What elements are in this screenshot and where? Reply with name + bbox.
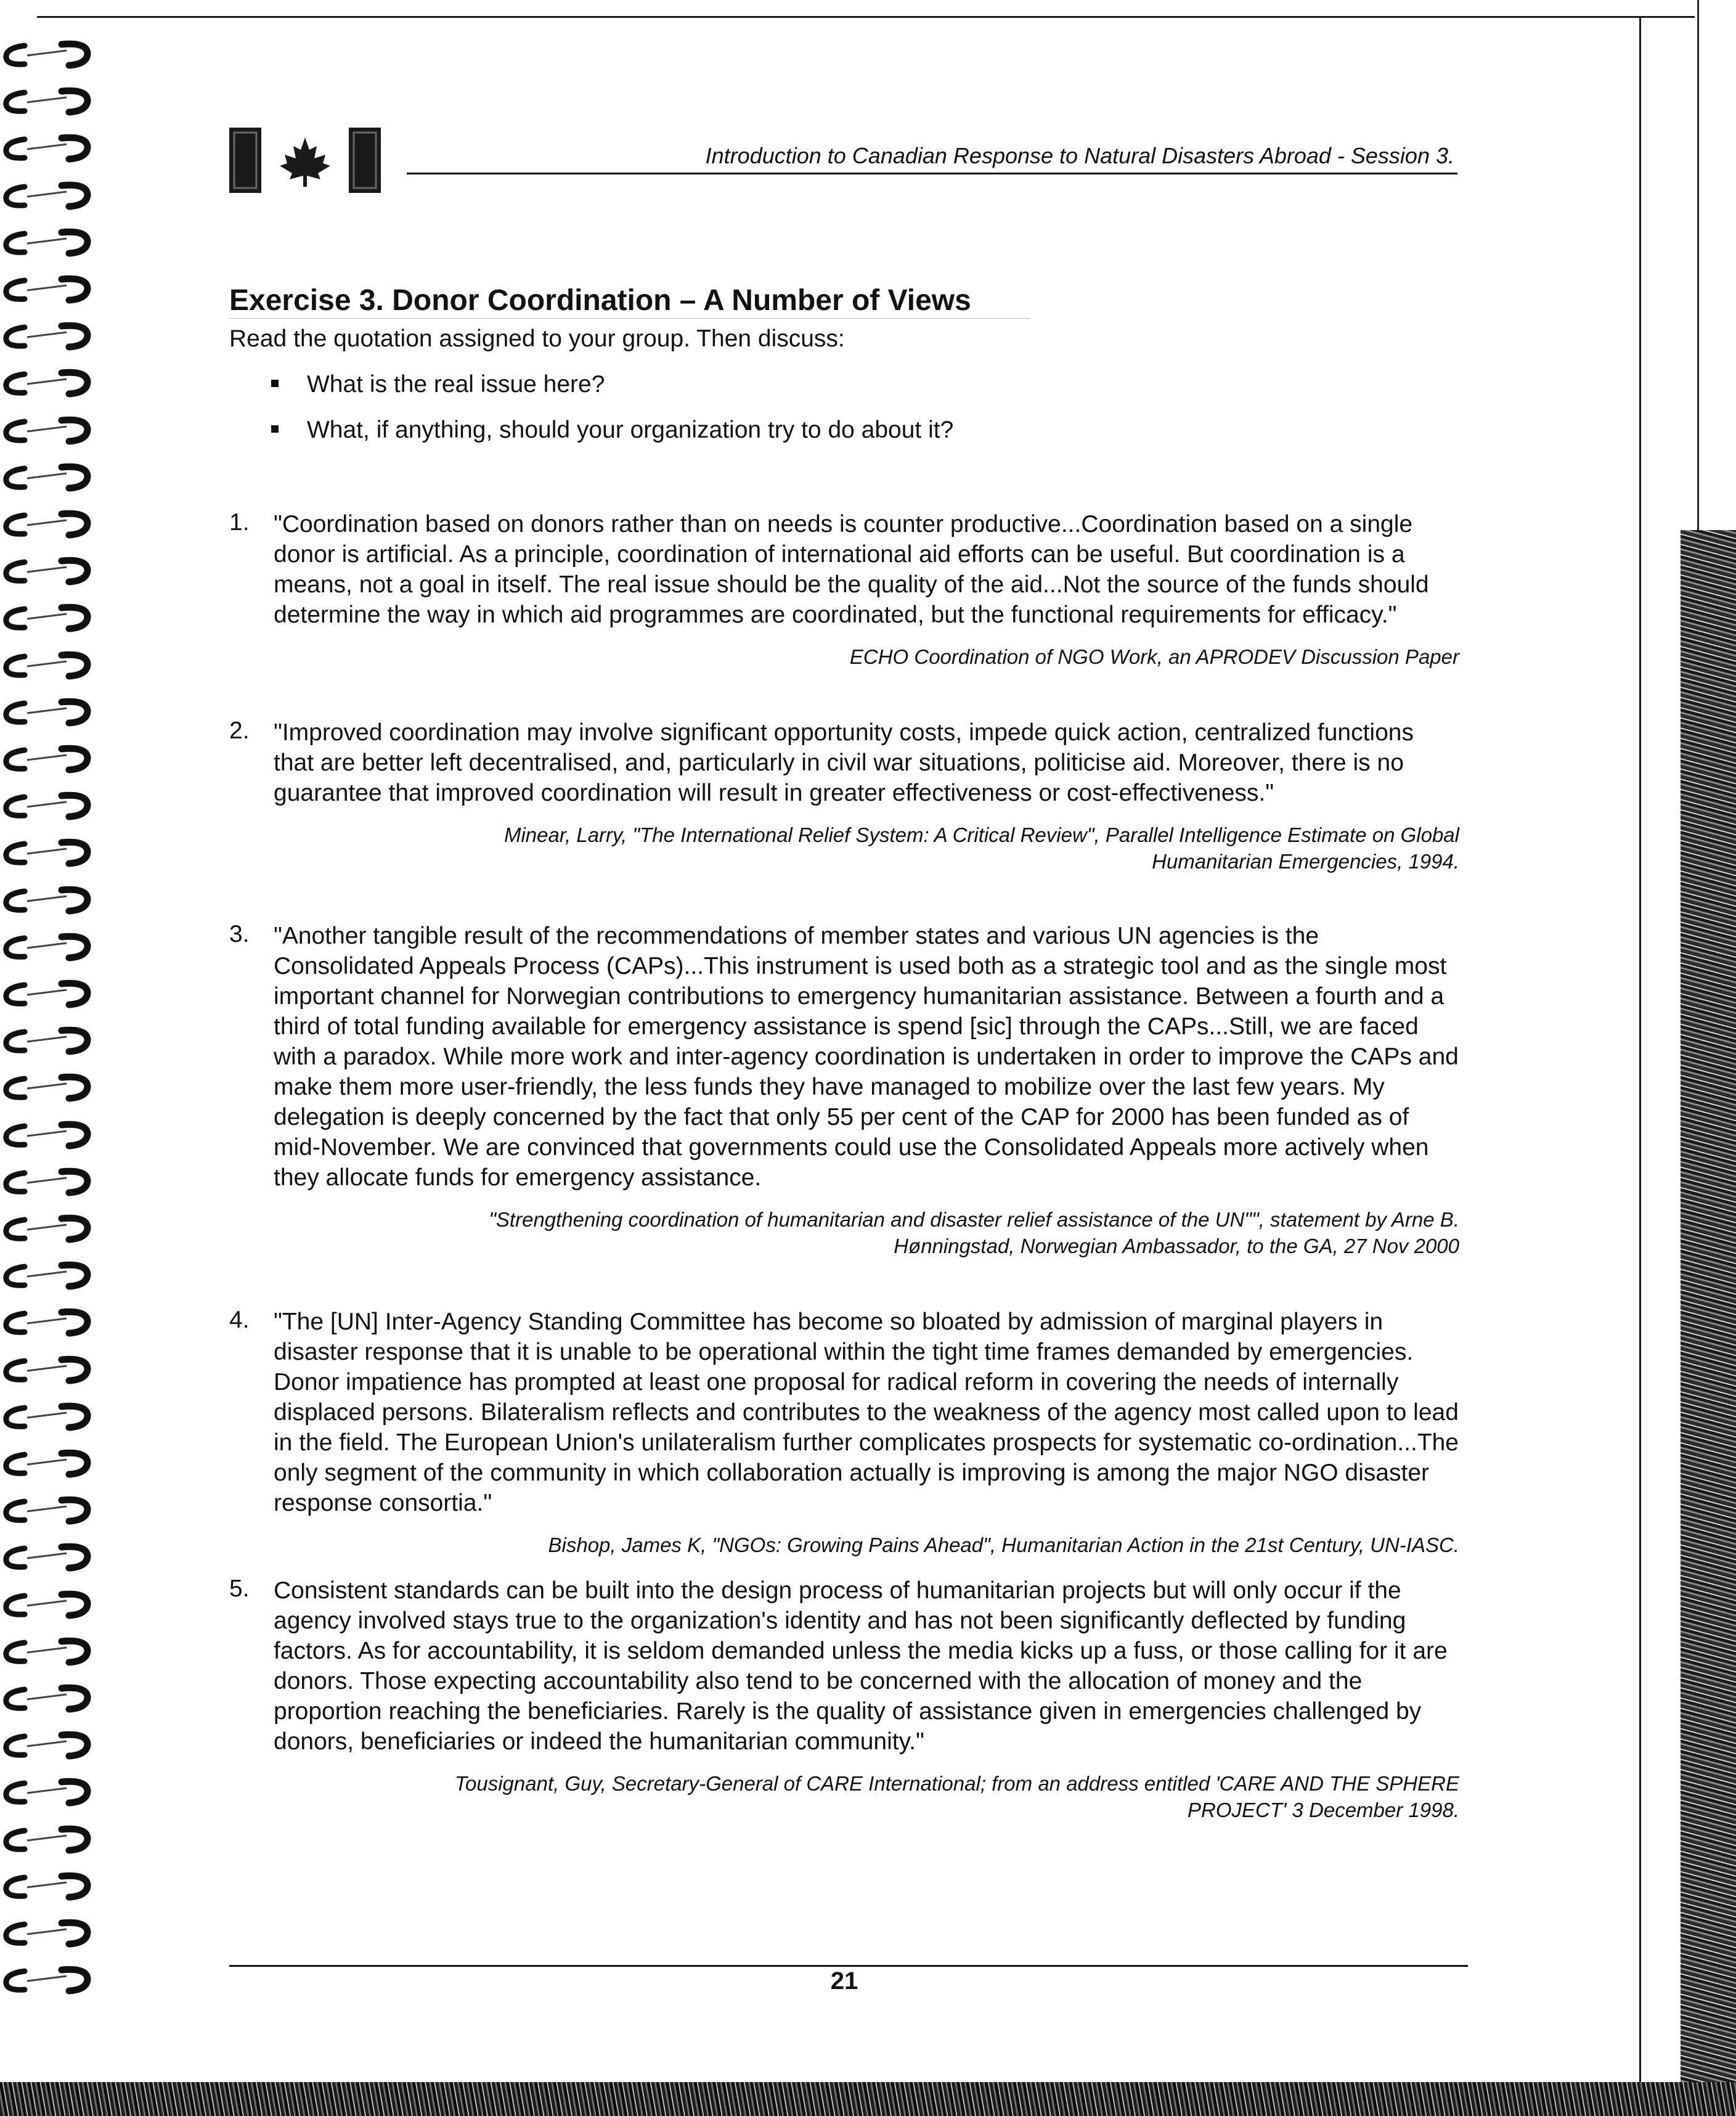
binding-ring-icon [0, 554, 99, 588]
binding-ring-icon [0, 37, 99, 71]
binding-ring-icon [0, 413, 99, 447]
binding-ring-icon [0, 648, 99, 682]
item-number: 4. [229, 1307, 250, 1333]
item-number: 5. [229, 1575, 250, 1602]
quotation-item [229, 921, 1459, 1259]
scan-background [0, 2082, 1736, 2116]
binding-ring-icon [0, 366, 99, 400]
binding-ring-icon [0, 1822, 99, 1857]
binding-ring-icon [0, 1399, 99, 1434]
scan-background [1697, 0, 1736, 530]
binding-ring-icon [0, 1211, 99, 1246]
exercise-intro: Read the quotation assigned to your group. Then discuss: [229, 325, 845, 352]
divider [229, 318, 1030, 319]
list-item [271, 417, 953, 444]
list-item [271, 371, 605, 398]
binding-ring-icon [0, 460, 99, 494]
source-line: Hønningstad, Norwegian Ambassador, to the GA, 27 Nov 2000 [894, 1235, 1459, 1257]
binding-ring-icon [0, 1869, 99, 1903]
binding-ring-icon [0, 741, 99, 776]
quotation-source [274, 1206, 1459, 1259]
source-line: PROJECT' 3 December 1998. [1188, 1799, 1459, 1821]
bullet-text: What, if anything, should your organization try to do about it? [307, 417, 954, 443]
quotation-text: "The [UN] Inter-Agency Standing Committee has become so bloated by admission of marginal players in disaster response that it is unable to be operational within the tight time frames demanded by emergencies. Donor impatience has prompted at least one proposal for radical reform in covering the needs of internally displaced persons. Bilateralism reflects and contributes to the weakness of the agency most called upon to lead in the field. The European Union's unilateralism further complicates prospects for systematic co-ordination...The only segment of the community in which collaboration actually is improving is among the major NGO disaster response consortia." [274, 1309, 1459, 1516]
binding-ring-icon [0, 1023, 99, 1058]
binding-ring-icon [0, 1681, 99, 1715]
quotation-source [274, 1532, 1459, 1558]
header-rule [407, 173, 1457, 174]
quotation-source [274, 822, 1459, 875]
binding-ring-icon [0, 507, 99, 541]
page-number: 21 [830, 1967, 858, 1995]
header-title: Introduction to Canadian Response to Natural Disasters Abroad - Session 3. [705, 143, 1454, 168]
source-line: Bishop, James K, "NGOs: Growing Pains Ahead", Humanitarian Action in the 21st Century, UN-IASC. [548, 1534, 1459, 1556]
footer-rule [229, 1965, 1468, 1967]
binding-ring-icon [0, 695, 99, 729]
binding-ring-icon [0, 883, 99, 917]
quotation-item [229, 1307, 1459, 1558]
item-number: 3. [229, 921, 250, 947]
binding-ring-icon [0, 1634, 99, 1669]
binding-ring-icon [0, 319, 99, 353]
binding-ring-icon [0, 131, 99, 165]
quotation-text: "Improved coordination may involve significant opportunity costs, impede quick action, centralized functions that are better left decentralised, and, particularly in civil war situations, politicise aid. Moreover, there is no guarantee that improved coordination will result in greater effectiveness or cost-effectiveness." [274, 719, 1414, 806]
quotation-text: "Coordination based on donors rather than on needs is counter productive...Coordination based on a single donor is artificial. As a principle, coordination of international aid efforts can be useful. But coordination is a means, not a goal in itself. The real issue should be the quality of the aid...Not the source of the funds should determine the way in which aid programmes are coordinated, but the functional requirements for efficacy." [274, 511, 1429, 628]
source-line: Minear, Larry, "The International Relief System: A Critical Review", Parallel Intelligence Estimate on Global [503, 823, 1459, 846]
binding-ring-icon [0, 225, 99, 259]
quotation-item [229, 717, 1459, 875]
bullet-icon [271, 380, 279, 387]
binding-ring-icon [0, 929, 99, 964]
bullet-text: What is the real issue here? [307, 371, 605, 398]
binding-ring-icon [0, 1916, 99, 1950]
item-number: 2. [229, 717, 250, 744]
source-line: "Strengthening coordination of humanitarian and disaster relief assistance of the UN"", statement by Arne B. [489, 1208, 1459, 1231]
exercise-title: Exercise 3. Donor Coordination – A Number of Views [229, 284, 971, 317]
source-line: Tousignant, Guy, Secretary-General of CARE International; from an address entitled 'CARE AND THE SPHERE [454, 1772, 1459, 1795]
quotation-item [229, 509, 1459, 670]
binding-ring-icon [0, 84, 99, 118]
binding-ring-icon [0, 1164, 99, 1199]
spiral-binding-icon [0, 37, 99, 2083]
binding-ring-icon [0, 272, 99, 306]
binding-ring-icon [0, 788, 99, 823]
binding-ring-icon [0, 1305, 99, 1339]
binding-ring-icon [0, 1540, 99, 1574]
binding-ring-icon [0, 178, 99, 213]
binding-ring-icon [0, 1446, 99, 1481]
binding-ring-icon [0, 1775, 99, 1809]
binding-ring-icon [0, 1352, 99, 1387]
binding-ring-icon [0, 835, 99, 870]
canada-flag-icon [228, 126, 382, 194]
source-line: ECHO Coordination of NGO Work, an APRODEV Discussion Paper [849, 645, 1459, 668]
binding-ring-icon [0, 976, 99, 1011]
quotation-source [274, 1770, 1459, 1823]
quotation-item [229, 1575, 1459, 1823]
quotation-source [274, 643, 1459, 670]
binding-ring-icon [0, 600, 99, 635]
quotation-text: "Another tangible result of the recommendations of member states and various UN agencies is the Consolidated Appeals Process (CAPs)...This instrument is used both as a strategic tool and as the single most important channel for Norwegian contributions to emergency humanitarian assistance. Between a fourth and a third of total funding available for emergency assistance is spend [sic] through the CAPs...Still, we are faced with a paradox. While more work and inter-agency coordination is undertaken in order to improve the CAPs and make them more user-friendly, the less funds they have managed to mobilize over the last few years. My delegation is deeply concerned by the fact that only 55 per cent of the CAP for 2000 has been funded as of mid-November. We are convinced that governments could use the Consolidated Appeals more actively when they allocate funds for emergency assistance. [274, 923, 1459, 1191]
binding-ring-icon [0, 1728, 99, 1762]
binding-ring-icon [0, 1070, 99, 1105]
page-edge [1639, 16, 1641, 2082]
bullet-icon [271, 425, 279, 433]
binding-ring-icon [0, 1587, 99, 1622]
binding-ring-icon [0, 1493, 99, 1527]
source-line: Humanitarian Emergencies, 1994. [1152, 850, 1459, 873]
binding-ring-icon [0, 1117, 99, 1152]
binding-ring-icon [0, 1963, 99, 1997]
scan-background [1681, 530, 1736, 2116]
binding-ring-icon [0, 1258, 99, 1293]
quotation-text: Consistent standards can be built into the design process of humanitarian projects but will only occur if the agency involved stays true to the organization's identity and has not been significantly deflected by funding factors. As for accountability, it is seldom demanded unless the media kicks up a fuss, or those calling for it are donors. Those expecting accountability also tend to be concerned with the allocation of money and the proportion reaching the beneficiaries. Rarely is the quality of assistance given in emergencies challenged by donors, beneficiaries or indeed the humanitarian community." [274, 1577, 1448, 1755]
item-number: 1. [229, 509, 250, 536]
page-edge [37, 0, 1695, 18]
